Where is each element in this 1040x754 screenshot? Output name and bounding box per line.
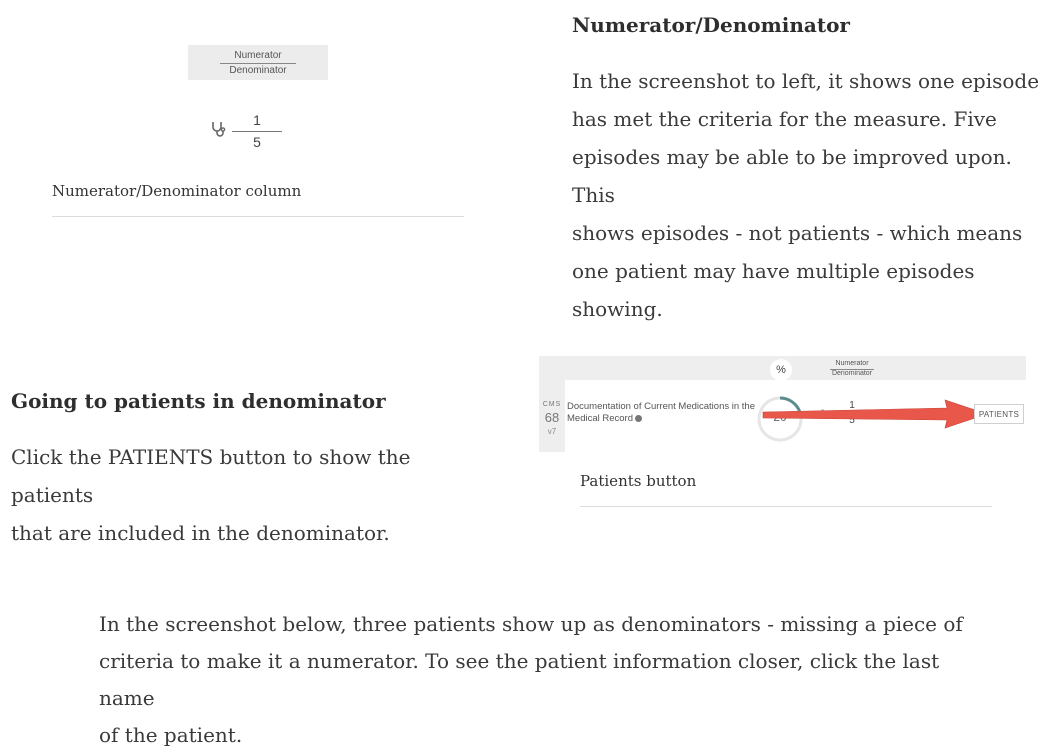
caption-divider [580,506,992,507]
stethoscope-icon [210,120,228,138]
measure-name[interactable] [567,401,757,425]
description-line: In the screenshot to left, it shows one episode [572,69,1040,93]
row-denominator-value: 5 [849,415,855,426]
cms-label: CMS [542,401,562,408]
header-numerator-label: Numerator [835,360,869,367]
info-icon[interactable] [635,415,642,422]
description-line: episodes may be able to be improved upon. This [572,145,1012,207]
numerator-denominator-description [572,62,1040,328]
description-line: showing. [572,297,663,321]
description-line: Click the PATIENTS button to show the patients [11,445,411,507]
red-arrow-annotation [761,399,989,429]
header-denominator-label: Denominator [229,65,287,76]
patients-button[interactable]: PATIENTS [974,404,1024,424]
figure-caption-numerator-denominator: Numerator/Denominator column [52,182,302,200]
description-line: criteria to make it a numerator. To see the patient information closer, click the last name [99,649,940,710]
heading-going-to-patients: Going to patients in denominator [11,389,386,413]
fraction-bar [232,131,282,132]
header-fraction-bar [220,63,296,64]
measure-table-screenshot [539,356,1026,452]
denominator-patients-description [99,606,999,754]
cms-version: v7 [547,427,557,436]
measure-name-text: Documentation of Current Medications in the Medical Record [567,401,755,424]
row-numerator-value: 1 [849,400,855,411]
description-line: of the patient. [99,723,243,747]
percent-column-header: % [770,359,792,381]
description-line: has met the criteria for the measure. Five [572,107,997,131]
arrow-shape [763,400,987,428]
fraction-denominator-value: 5 [253,134,261,150]
description-line: In the screenshot below, three patients show up as denominators - missing a piece of [99,612,963,636]
description-line: shows episodes - not patients - which means [572,221,1023,245]
caption-divider [52,216,464,217]
patients-description [11,438,481,552]
header-denominator-label: Denominator [831,370,873,377]
numerator-denominator-header [188,45,328,80]
header-numerator-label: Numerator [234,50,282,61]
figure-caption-patients-button: Patients button [580,472,697,490]
fraction-numerator-value: 1 [253,112,261,128]
description-line: one patient may have multiple episodes [572,259,975,283]
description-line: that are included in the denominator. [11,521,390,545]
heading-numerator-denominator: Numerator/Denominator [572,13,850,37]
cms-number: 68 [544,410,560,425]
